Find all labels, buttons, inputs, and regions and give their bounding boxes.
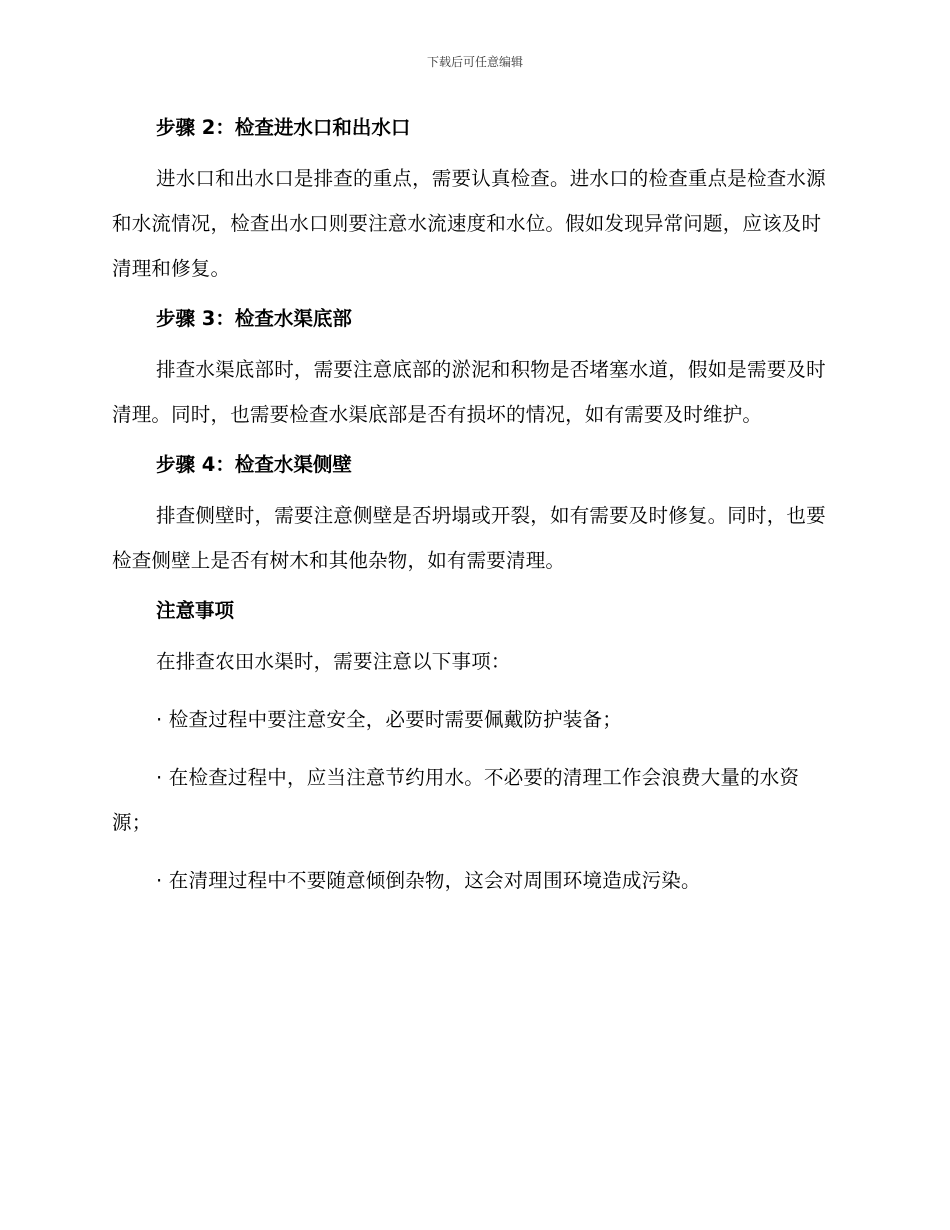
notes-heading: 注意事项 — [156, 599, 235, 622]
spacer — [112, 583, 832, 596]
step3-paragraph: 排查水渠底部时，需要注意底部的淤泥和积物是否堵塞水道，假如是需要及时清理。同时，也需要检查水渠底部是否有损坏的情况，如有需要及时维护。 — [112, 358, 826, 426]
spacer — [112, 437, 832, 450]
page-header-note: 下载后可任意编辑 — [426, 55, 523, 69]
step3-heading: 步骤 3：检查水渠底部 — [156, 307, 352, 330]
step4-paragraph: 排查侧壁时，需要注意侧壁是否坍塌或开裂，如有需要及时修复。同时，也要检查侧壁上是否有树木和其他杂物，如有需要清理。 — [112, 504, 826, 572]
step4-heading: 步骤 4：检查水渠侧壁 — [156, 453, 352, 476]
notes-intro: 在排查农田水渠时，需要注意以下事项： — [156, 650, 511, 673]
document-body — [112, 113, 832, 903]
spacer — [112, 626, 832, 639]
step2-paragraph: 进水口和出水口是排查的重点，需要认真检查。进水口的检查重点是检查水源和水流情况，检查出水口则要注意水流速度和水位。假如发现异常问题，应该及时清理和修复。 — [112, 167, 826, 280]
notes-bullet-item: · 在检查过程中，应当注意节约用水。不必要的清理工作会浪费大量的水资源； — [112, 766, 800, 834]
notes-bullet-item: · 检查过程中要注意安全，必要时需要佩戴防护装备； — [156, 708, 622, 731]
spacer — [112, 291, 832, 304]
spacer — [112, 143, 832, 156]
spacer — [112, 480, 832, 493]
notes-bullet-item: · 在清理过程中不要随意倾倒杂物，这会对周围环境造成污染。 — [156, 869, 701, 892]
spacer — [112, 684, 832, 697]
spacer — [112, 742, 832, 755]
step2-heading: 步骤 2：检查进水口和出水口 — [156, 116, 411, 139]
spacer — [112, 334, 832, 347]
spacer — [112, 845, 832, 858]
